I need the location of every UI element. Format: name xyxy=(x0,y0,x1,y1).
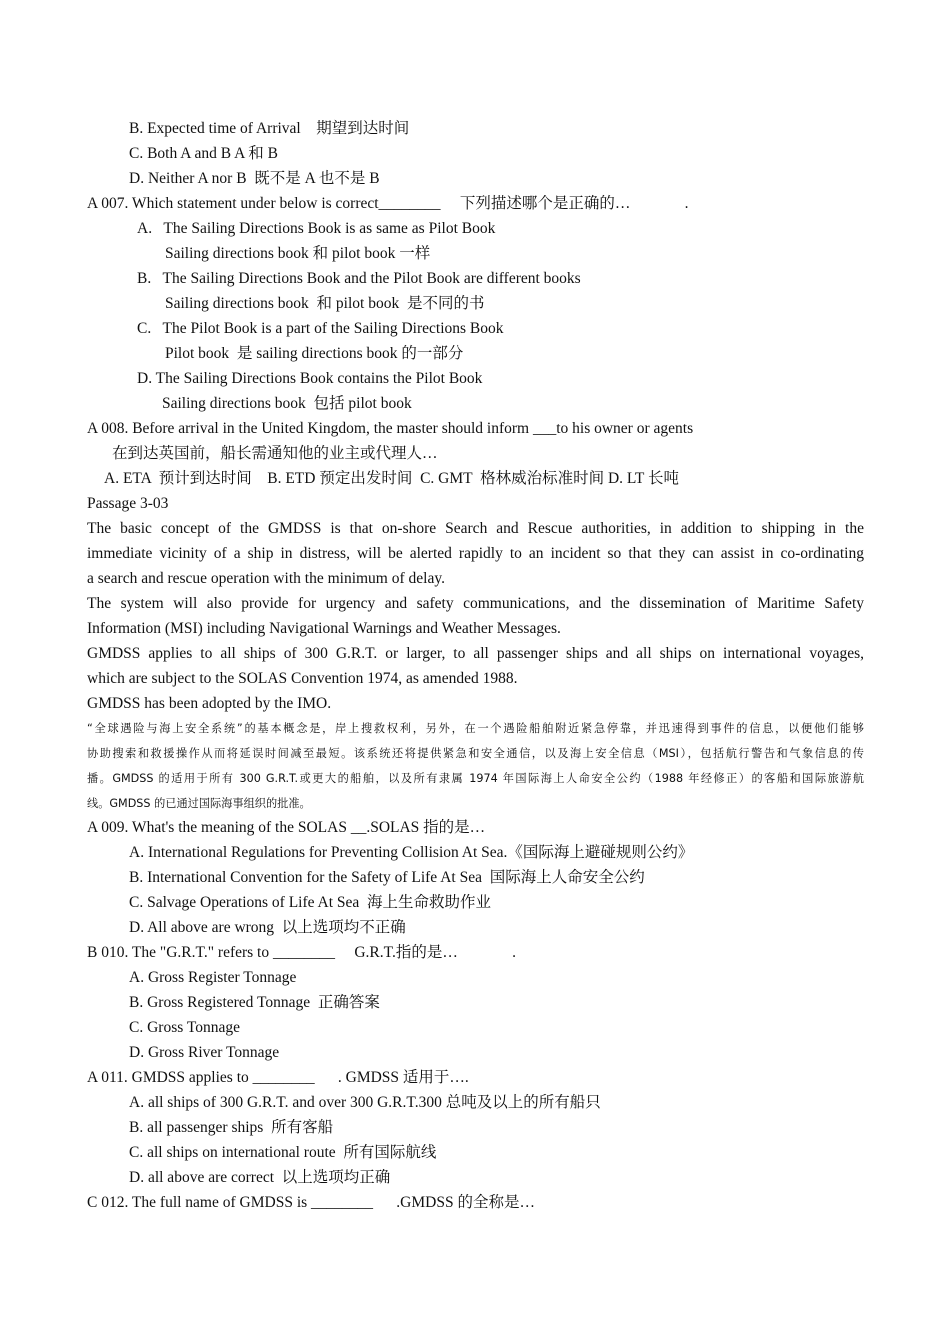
q007-question: A 007. Which statement under below is correct________ 下列描述哪个是正确的… . xyxy=(87,195,689,212)
passage-line: The basic concept of the GMDSS is that on-shore Search and Rescue authorities, in addition to shipping in the xyxy=(87,520,864,537)
passage-line: a search and rescue operation with the minimum of delay. xyxy=(87,570,445,587)
q008-question: A 008. Before arrival in the United Kingdom, the master should inform ___to his owner or agents xyxy=(87,420,694,437)
passage-line: which are subject to the SOLAS Convention 1974, as amended 1988. xyxy=(87,670,518,687)
passage-line: Information (MSI) including Navigational Warnings and Weather Messages. xyxy=(87,620,561,637)
q007-option-b-cn: Sailing directions book 和 pilot book 是不同的书 xyxy=(165,295,485,312)
q006-option-b: B. Expected time of Arrival 期望到达时间 xyxy=(129,120,410,137)
q012-question: C 012. The full name of GMDSS is ________ .GMDSS 的全称是… xyxy=(87,1194,535,1211)
q011-option-a: A. all ships of 300 G.R.T. and over 300 G.R.T.300 总吨及以上的所有船只 xyxy=(129,1094,601,1111)
q011-question: A 011. GMDSS applies to ________ . GMDSS 适用于…. xyxy=(87,1069,469,1086)
q009-option-a: A. International Regulations for Preventing Collision At Sea.《国际海上避碰规则公约》 xyxy=(129,844,694,861)
q006-option-d: D. Neither A nor B 既不是 A 也不是 B xyxy=(129,170,380,187)
q008-options: A. ETA 预计到达时间 B. ETD 预定出发时间 C. GMT 格林威治标准时间 D. LT 长吨 xyxy=(104,470,680,487)
q009-option-b: B. International Convention for the Safety of Life At Sea 国际海上人命安全公约 xyxy=(129,869,645,886)
q009-option-d: D. All above are wrong 以上选项均不正确 xyxy=(129,919,406,936)
q011-option-b: B. all passenger ships 所有客船 xyxy=(129,1119,334,1136)
q010-option-d: D. Gross River Tonnage xyxy=(129,1044,280,1061)
passage-line: GMDSS applies to all ships of 300 G.R.T. or larger, to all passenger ships and all ships on international voyages, xyxy=(87,645,864,662)
q010-option-c: C. Gross Tonnage xyxy=(129,1019,240,1036)
q009-option-c: C. Salvage Operations of Life At Sea 海上生命救助作业 xyxy=(129,894,492,911)
passage-line: immediate vicinity of a ship in distress, will be alerted rapidly to an incident so that they can assist in co-ordinating xyxy=(87,545,864,562)
q007-option-b: B. The Sailing Directions Book and the Pilot Book are different books xyxy=(137,270,581,287)
passage-line: The system will also provide for urgency and safety communications, and the dissemination of Maritime Safety xyxy=(87,595,864,612)
translation-line: 协助搜索和救援操作从而将延误时间减至最短。该系统还将提供紧急和安全通信，以及海上安全信息（MSI），包括航行警告和气象信息的传 xyxy=(87,747,864,760)
q010-option-b: B. Gross Registered Tonnage 正确答案 xyxy=(129,994,380,1011)
q007-option-d-cn: Sailing directions book 包括 pilot book xyxy=(162,395,412,412)
q011-option-c: C. all ships on international route 所有国际航线 xyxy=(129,1144,437,1161)
q007-option-a-cn: Sailing directions book 和 pilot book 一样 xyxy=(165,245,431,262)
q007-option-c: C. The Pilot Book is a part of the Sailing Directions Book xyxy=(137,320,504,337)
q006-option-c: C. Both A and B A 和 B xyxy=(129,145,279,162)
translation-line: 播。GMDSS 的适用于所有 300 G.R.T.或更大的船舶，以及所有隶属 1974 年国际海上人命安全公约（1988 年经修正）的客船和国际旅游航 xyxy=(87,772,864,785)
q009-question: A 009. What's the meaning of the SOLAS __.SOLAS 指的是… xyxy=(87,819,486,836)
q007-option-a: A. The Sailing Directions Book is as same as Pilot Book xyxy=(137,220,496,237)
passage-title: Passage 3-03 xyxy=(87,495,169,512)
translation-line: 线。GMDSS 的已通过国际海事组织的批准。 xyxy=(87,797,311,810)
passage-line: GMDSS has been adopted by the IMO. xyxy=(87,695,332,712)
q011-option-d: D. all above are correct 以上选项均正确 xyxy=(129,1169,391,1186)
q007-option-c-cn: Pilot book 是 sailing directions book 的一部分 xyxy=(165,345,464,362)
translation-line: “全球遇险与海上安全系统”的基本概念是，岸上搜救权利，另外，在一个遇险船舶附近紧急停靠，并迅速得到事件的信息，以便他们能够 xyxy=(87,722,864,735)
q010-question: B 010. The "G.R.T." refers to ________ G.R.T.指的是… . xyxy=(87,944,516,961)
q007-option-d: D. The Sailing Directions Book contains the Pilot Book xyxy=(137,370,483,387)
q010-option-a: A. Gross Register Tonnage xyxy=(129,969,297,986)
q008-question-cn: 在到达英国前，船长需通知他的业主或代理人… xyxy=(112,445,438,462)
